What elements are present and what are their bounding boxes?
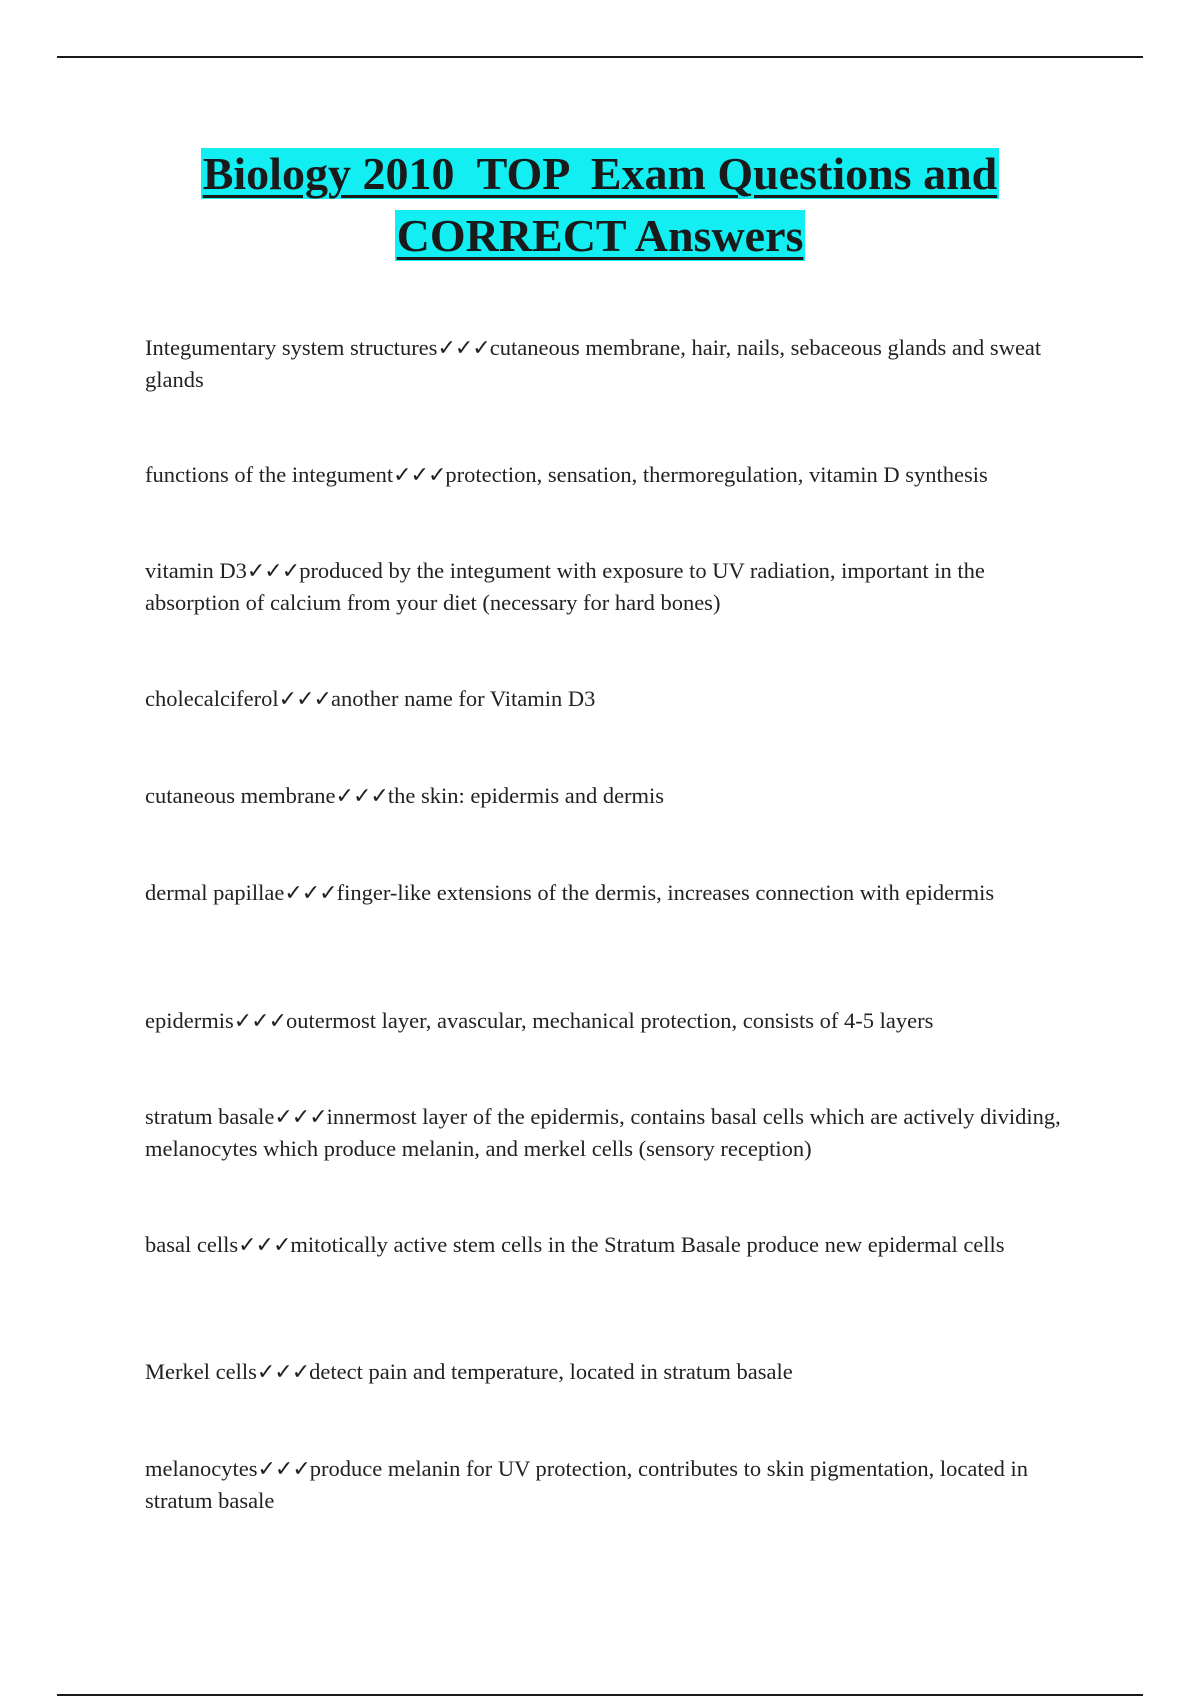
checkmarks-icon: ✓✓✓ xyxy=(274,1105,327,1130)
qa-answer: protection, sensation, thermoregulation, vitamin D synthesis xyxy=(445,462,988,487)
checkmarks-icon: ✓✓✓ xyxy=(256,1360,310,1385)
qa-item xyxy=(145,1229,1065,1261)
qa-answer: the skin: epidermis and dermis xyxy=(387,783,665,808)
qa-answer: innermost layer of the epidermis, contains basal cells which are actively dividing, melanocytes which produce melanin, and merkel cells (sensory reception) xyxy=(145,1104,1061,1161)
checkmarks-icon: ✓✓✓ xyxy=(437,336,490,361)
qa-item xyxy=(145,780,1065,812)
qa-term: vitamin D3 xyxy=(145,558,247,583)
page-title xyxy=(0,143,1200,267)
qa-term: cholecalciferol xyxy=(145,686,279,711)
qa-item xyxy=(145,683,1065,715)
qa-item xyxy=(145,1101,1065,1164)
checkmarks-icon: ✓✓✓ xyxy=(246,559,300,584)
qa-answer: another name for Vitamin D3 xyxy=(330,686,596,711)
bottom-rule xyxy=(57,1694,1143,1696)
qa-item xyxy=(145,555,1065,618)
title-line-2: CORRECT Answers xyxy=(396,210,804,261)
qa-term: melanocytes xyxy=(145,1456,258,1481)
checkmarks-icon: ✓✓✓ xyxy=(284,881,337,906)
checkmarks-icon: ✓✓✓ xyxy=(335,784,388,809)
qa-term: cutaneous membrane xyxy=(145,783,336,808)
checkmarks-icon: ✓✓✓ xyxy=(257,1457,310,1482)
qa-item xyxy=(145,1005,1065,1037)
qa-term: dermal papillae xyxy=(145,880,285,905)
qa-answer: finger-like extensions of the dermis, increases connection with epidermis xyxy=(336,880,995,905)
qa-term: Integumentary system structures xyxy=(145,335,438,360)
qa-answer: produced by the integument with exposure to UV radiation, important in the absorption of calcium from your diet (necessary for hard bones) xyxy=(145,558,985,615)
top-rule xyxy=(57,56,1143,58)
qa-answer: outermost layer, avascular, mechanical protection, consists of 4-5 layers xyxy=(286,1008,934,1033)
checkmarks-icon: ✓✓✓ xyxy=(238,1233,291,1258)
qa-answer: cutaneous membrane, hair, nails, sebaceous glands and sweat glands xyxy=(145,335,1042,392)
checkmarks-icon: ✓✓✓ xyxy=(393,463,446,488)
qa-item xyxy=(145,1453,1065,1516)
qa-item xyxy=(145,459,1065,491)
qa-answer: detect pain and temperature, located in stratum basale xyxy=(309,1359,793,1384)
qa-term: Merkel cells xyxy=(145,1359,257,1384)
checkmarks-icon: ✓✓✓ xyxy=(233,1009,287,1034)
qa-answer: produce melanin for UV protection, contributes to skin pigmentation, located in stratum basale xyxy=(145,1456,1028,1513)
qa-item xyxy=(145,877,1065,909)
qa-term: epidermis xyxy=(145,1008,234,1033)
qa-item xyxy=(145,1356,1065,1388)
title-line-1: Biology 2010 TOP Exam Questions and xyxy=(202,148,998,199)
qa-term: stratum basale xyxy=(145,1104,275,1129)
qa-item xyxy=(145,332,1065,395)
checkmarks-icon: ✓✓✓ xyxy=(278,687,331,712)
qa-term: functions of the integument xyxy=(145,462,394,487)
qa-answer: mitotically active stem cells in the Stratum Basale produce new epidermal cells xyxy=(290,1232,1005,1257)
qa-term: basal cells xyxy=(145,1232,239,1257)
